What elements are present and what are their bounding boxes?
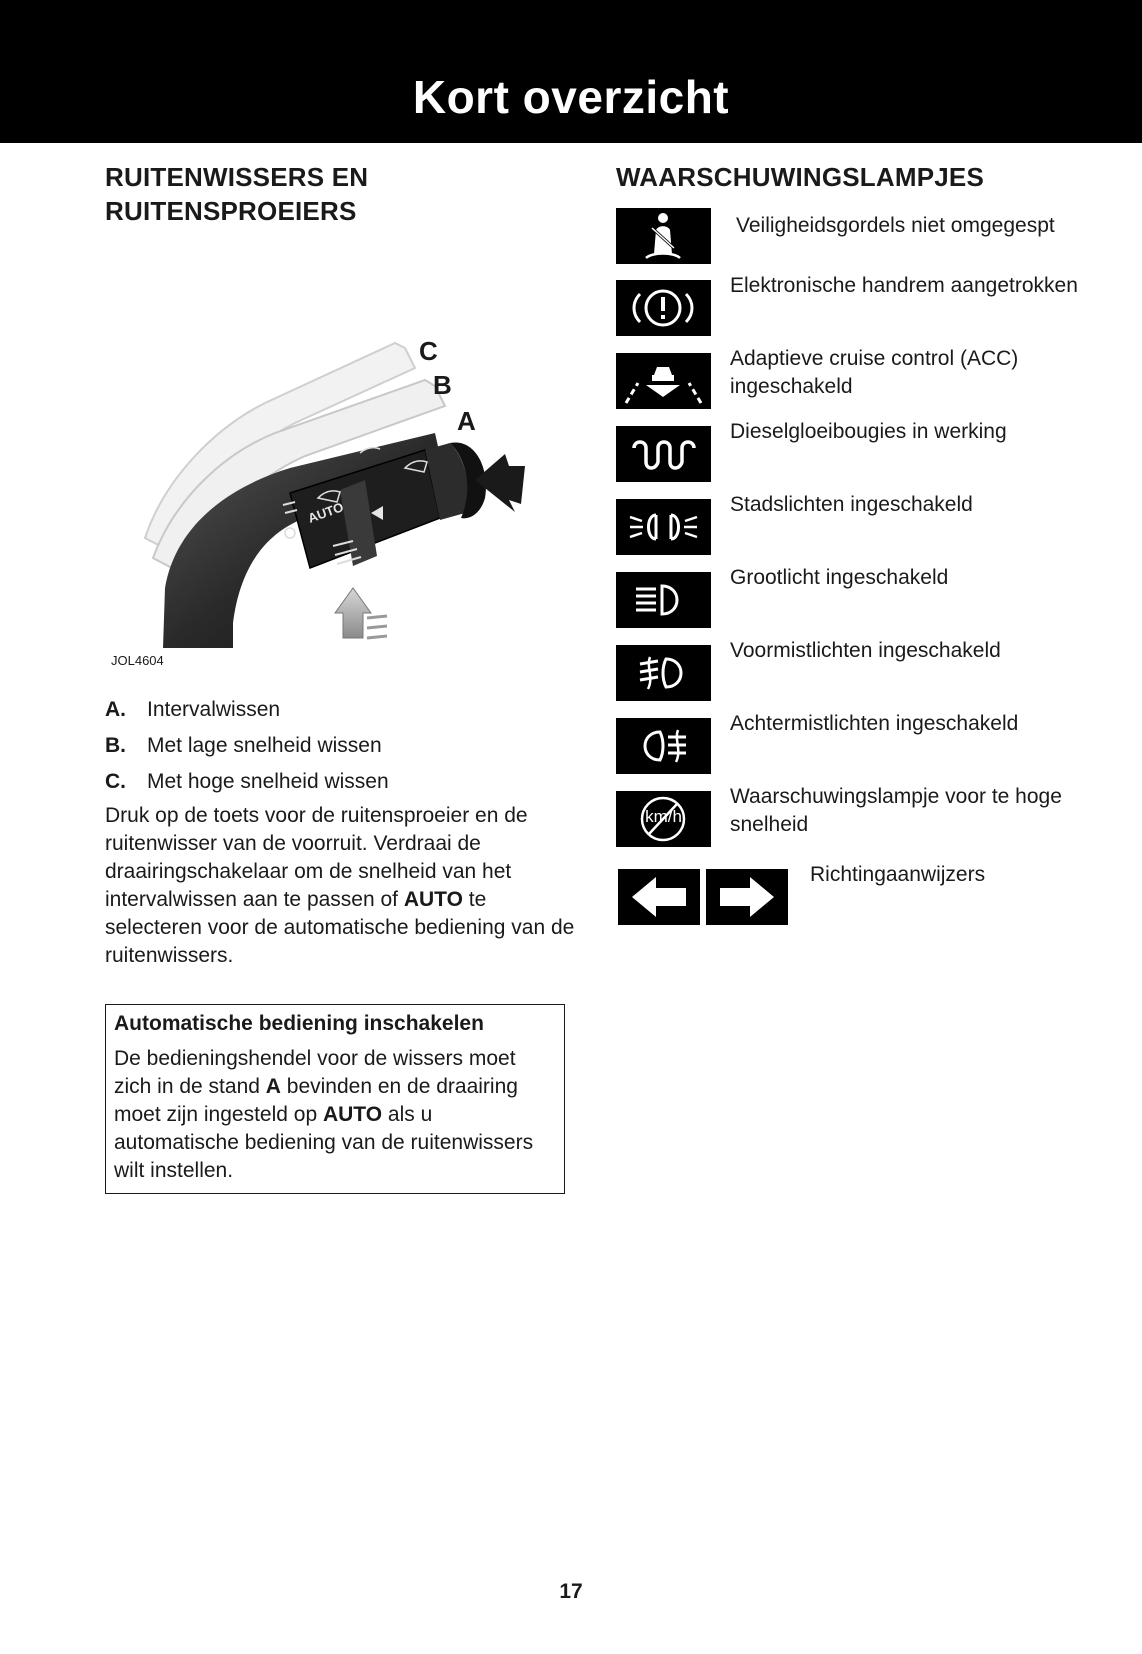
note-text-2: bevinden en de draairing moet zijn ingesteld op bbox=[114, 1075, 518, 1126]
page-number: 17 bbox=[559, 1580, 583, 1603]
wiper-description bbox=[105, 802, 575, 970]
warning-text: Adaptieve cruise control (ACC) ingeschakeld bbox=[730, 347, 1019, 398]
warning-text: Richtingaanwijzers bbox=[810, 863, 986, 886]
note-text-1: De bedieningshendel voor de wissers moet zich in de stand bbox=[114, 1047, 516, 1098]
right-column bbox=[616, 160, 1096, 886]
legend-text: Intervalwissen bbox=[147, 698, 281, 721]
figure-label-b: B bbox=[433, 370, 452, 400]
header-bar bbox=[0, 0, 1142, 143]
auto-marking: AUTO bbox=[305, 499, 346, 526]
warning-text: Grootlicht ingeschakeld bbox=[730, 566, 949, 589]
figure-code: JOL4604 bbox=[111, 653, 164, 668]
rear-fog-icon bbox=[616, 718, 711, 774]
legend-key: C. bbox=[105, 770, 126, 793]
section-heading-wipers bbox=[105, 160, 575, 228]
legend-item bbox=[105, 764, 575, 800]
front-fog-icon bbox=[616, 645, 711, 701]
glow-plug-icon bbox=[616, 426, 711, 482]
wiper-stalk-illustration bbox=[105, 228, 575, 668]
page-title: Kort overzicht bbox=[412, 71, 730, 123]
note-bold-auto: AUTO bbox=[322, 1103, 383, 1126]
wiper-stalk-figure bbox=[105, 228, 575, 668]
turn-right-icon bbox=[706, 869, 788, 925]
note-title: Automatische bediening inschakelen bbox=[114, 1012, 484, 1035]
warning-text: Achtermistlichten ingeschakeld bbox=[730, 712, 1019, 735]
body-part-1: Druk op de toets voor de ruitensproeier en de ruitenwisser van de voorruit. Verdraai de draairingschakelaar om de snelheid van het intervalwissen aan te passen of bbox=[105, 804, 528, 911]
body-bold-auto: AUTO bbox=[403, 888, 463, 911]
warning-text: Veiligheidsgordels niet omgegespt bbox=[736, 214, 1055, 237]
note-body bbox=[114, 1045, 554, 1185]
heading-line-2: RUITENSPROEIERS bbox=[105, 196, 357, 226]
speed-icon-label: km/h bbox=[645, 807, 682, 826]
legend-text: Met hoge snelheid wissen bbox=[147, 770, 389, 793]
speed-warning-icon bbox=[616, 791, 711, 847]
parking-brake-icon bbox=[616, 280, 711, 336]
turn-left-icon bbox=[618, 869, 700, 925]
note-text-3: als u automatische bediening van de ruitenwissers wilt instellen. bbox=[114, 1103, 534, 1182]
acc-icon bbox=[616, 353, 711, 409]
heading-line-1: RUITENWISSERS EN bbox=[105, 162, 369, 192]
note-box bbox=[105, 1004, 565, 1194]
warning-text: Elektronische handrem aangetrokken bbox=[730, 274, 1078, 297]
legend-text: Met lage snelheid wissen bbox=[147, 734, 382, 757]
seatbelt-icon bbox=[616, 208, 711, 264]
legend-item bbox=[105, 692, 575, 728]
warning-text: Waarschuwingslampje voor te hoge snelheid bbox=[730, 785, 1062, 836]
note-bold-a: A bbox=[265, 1075, 281, 1098]
figure-label-a: A bbox=[457, 406, 476, 436]
warning-text: Dieselgloeibougies in werking bbox=[730, 420, 1007, 443]
legend-key: A. bbox=[105, 698, 126, 721]
section-heading-warning-lights: WAARSCHUWINGSLAMPJES bbox=[616, 162, 985, 192]
side-lights-icon bbox=[616, 499, 711, 555]
body-part-2: te selecteren voor de automatische bediening van de ruitenwissers. bbox=[105, 888, 575, 967]
left-column bbox=[105, 160, 575, 1194]
warning-text: Stadslichten ingeschakeld bbox=[730, 493, 973, 516]
high-beam-icon bbox=[616, 572, 711, 628]
figure-label-c: C bbox=[419, 336, 438, 366]
legend-key: B. bbox=[105, 734, 126, 757]
warning-text: Voormistlichten ingeschakeld bbox=[730, 639, 1001, 662]
legend-item bbox=[105, 728, 575, 764]
wiper-legend bbox=[105, 692, 575, 800]
